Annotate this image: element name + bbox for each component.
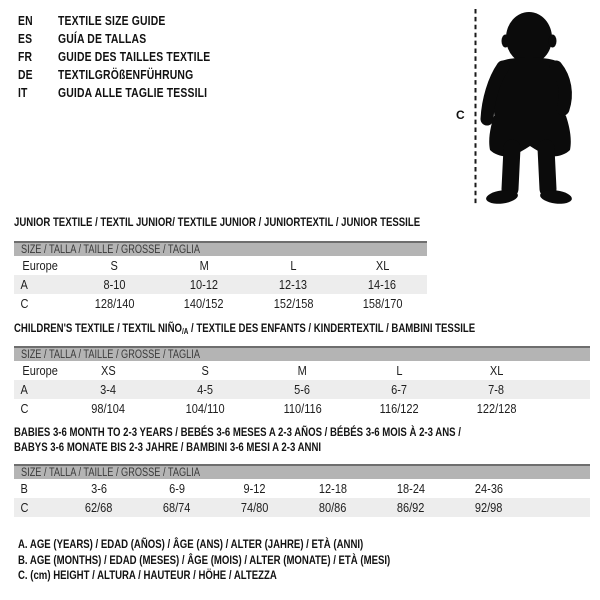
- lang-label-en: TEXTILE SIZE GUIDE: [58, 13, 166, 28]
- value-cell: 18-24: [396, 481, 426, 496]
- value-cell: 5-6: [294, 382, 311, 397]
- spacer-cell: [545, 361, 590, 380]
- value-cell: 12-13: [279, 277, 308, 292]
- babies-table-title-line2: BABYS 3-6 MONATE BIS 2-3 JAHRE / BAMBINI 3-6 MESI A 2-3 ANNI: [14, 440, 322, 454]
- nino-subscript: /A: [181, 327, 189, 336]
- table-row-europe: [14, 361, 590, 380]
- silhouette-ear-left: [502, 35, 510, 48]
- table-row-a: [14, 380, 590, 399]
- value-cell: 6-7: [391, 382, 408, 397]
- junior-size-table: [14, 241, 427, 313]
- babies-size-table: [14, 464, 590, 517]
- row-label: C: [20, 401, 29, 416]
- value-cell: 3-6: [91, 481, 107, 496]
- lang-code-it: IT: [18, 85, 28, 100]
- value-cell: 12-18: [318, 481, 348, 496]
- value-cell: 104/110: [186, 401, 225, 416]
- footnote-b: B. AGE (MONTHS) / EDAD (MESES) / ÂGE (MOIS) / ALTER (MONATE) / ETÀ (MESI): [18, 552, 391, 567]
- value-cell: 92/98: [475, 500, 503, 515]
- silhouette-head: [506, 12, 552, 64]
- value-cell: XS: [101, 363, 116, 378]
- value-cell: 98/104: [91, 401, 126, 416]
- babies-table-title-line1: BABIES 3-6 MONTH TO 2-3 YEARS / BEBÉS 3-6 MESES A 2-3 AÑOS / BÉBÉS 3-6 MOIS À 2-3 ANS /: [14, 425, 461, 439]
- row-label: B: [20, 481, 28, 496]
- size-header-label: SIZE / TALLA / TAILLE / GRÖSSE / TAGLIA: [21, 348, 200, 361]
- size-header-label: SIZE / TALLA / TAILLE / GRÖSSE / TAGLIA: [21, 243, 200, 256]
- row-label: C: [20, 500, 29, 515]
- value-cell: S: [110, 258, 119, 273]
- lang-label-de: TEXTILGRÖßENFÜHRUNG: [58, 67, 194, 82]
- children-table-section: [14, 321, 590, 418]
- value-cell: XL: [489, 363, 504, 378]
- spacer-cell: [545, 380, 590, 399]
- table-row-c: [14, 498, 590, 517]
- value-cell: 140/152: [183, 296, 224, 311]
- value-cell: 128/140: [94, 296, 135, 311]
- lang-code-de: DE: [18, 67, 33, 82]
- lang-code-es: ES: [18, 31, 33, 46]
- value-cell: M: [297, 363, 308, 378]
- value-cell: 80/86: [319, 500, 347, 515]
- lang-code-fr: FR: [18, 49, 33, 64]
- lang-code-en: EN: [18, 13, 33, 28]
- table-row-b: [14, 479, 590, 498]
- value-cell: L: [396, 363, 403, 378]
- value-cell: 74/80: [241, 500, 269, 515]
- lang-label-it: GUIDA ALLE TAGLIE TESSILI: [58, 85, 208, 100]
- row-label: A: [20, 382, 28, 397]
- spacer-cell: [528, 498, 590, 517]
- size-header-bar: [14, 465, 590, 479]
- value-cell: M: [199, 258, 209, 273]
- value-cell: 9-12: [243, 481, 267, 496]
- spacer-cell: [528, 479, 590, 498]
- junior-table-title: JUNIOR TEXTILE / TEXTIL JUNIOR/ TEXTILE JUNIOR / JUNIORTEXTIL / JUNIOR TESSILE: [14, 215, 421, 229]
- value-cell: 4-5: [197, 382, 214, 397]
- size-header-bar: [14, 242, 427, 256]
- row-label: Europe: [22, 363, 58, 378]
- value-cell: 7-8: [488, 382, 505, 397]
- value-cell: 116/122: [380, 401, 419, 416]
- value-cell: 8-10: [103, 277, 126, 292]
- row-label: A: [20, 277, 28, 292]
- table-row-c: [14, 294, 427, 313]
- baby-height-figure: [455, 3, 590, 210]
- junior-table-section: [14, 215, 427, 313]
- lang-label-fr: GUIDE DES TAILLES TEXTILE: [58, 49, 211, 64]
- measure-c-label: C: [456, 108, 465, 122]
- footnote-a: A. AGE (YEARS) / EDAD (AÑOS) / ÂGE (ANS) / ALTER (JAHRE) / ETÀ (ANNI): [18, 537, 364, 551]
- table-row-europe: [14, 256, 427, 275]
- children-size-table: [14, 346, 590, 418]
- value-cell: 68/74: [163, 500, 191, 515]
- value-cell: 122/128: [476, 401, 517, 416]
- value-cell: 6-9: [169, 481, 185, 496]
- value-cell: 14-16: [368, 277, 397, 292]
- value-cell: 110/116: [283, 401, 322, 416]
- children-table-title: CHILDREN'S TEXTILE / TEXTIL NIÑO/A / TEXTILE DES ENFANTS / KINDERTEXTIL / BAMBINI TESSILE: [14, 321, 476, 336]
- table-row-c: [14, 399, 590, 418]
- row-label: Europe: [22, 258, 58, 273]
- footnote-c: C. (cm) HEIGHT / ALTURA / HAUTEUR / HÖHE / ALTEZZA: [18, 568, 277, 582]
- spacer-cell: [545, 399, 590, 418]
- value-cell: 10-12: [189, 277, 218, 292]
- value-cell: 152/158: [273, 296, 314, 311]
- babies-table-section: [14, 425, 590, 517]
- size-header-label: SIZE / TALLA / TAILLE / GRÖSSE / TAGLIA: [21, 466, 200, 479]
- value-cell: S: [201, 363, 210, 378]
- baby-silhouette: [485, 12, 572, 205]
- footnotes: [18, 537, 483, 584]
- value-cell: L: [290, 258, 297, 273]
- silhouette-ear-right: [549, 35, 557, 48]
- size-header-bar: [14, 347, 590, 361]
- value-cell: XL: [375, 258, 390, 273]
- silhouette-shorts: [489, 116, 571, 156]
- lang-label-es: GUÍA DE TALLAS: [58, 31, 147, 46]
- value-cell: 86/92: [397, 500, 425, 515]
- table-row-a: [14, 275, 427, 294]
- silhouette-leg-right: [546, 148, 548, 189]
- value-cell: 24-36: [474, 481, 504, 496]
- row-label: C: [20, 296, 29, 311]
- value-cell: 158/170: [362, 296, 403, 311]
- value-cell: 62/68: [85, 500, 113, 515]
- value-cell: 3-4: [100, 382, 117, 397]
- silhouette-leg-left: [510, 148, 512, 189]
